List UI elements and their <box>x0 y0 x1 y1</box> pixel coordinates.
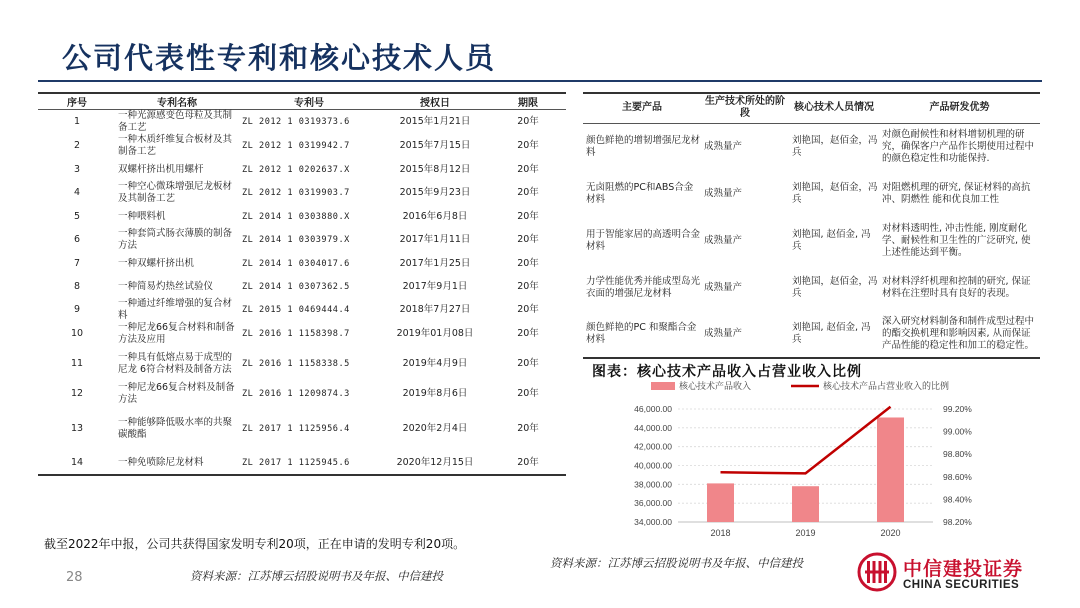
patent-date-cell: 2017年1月11日 <box>399 234 471 245</box>
product-stage-cell: 成熟量产 <box>704 281 743 293</box>
patent-date-cell: 2015年1月21日 <box>399 116 471 127</box>
patent-number-cell: ZL 2015 1 0469444.4 <box>242 305 350 315</box>
patent-term-cell: 20年 <box>517 116 539 127</box>
y-left-tick-label: 42,000.00 <box>634 441 672 452</box>
product-advantage-cell: 对阻燃机理的研究, 保证材料的高抗冲、阴燃性 能和优良加工性 <box>882 181 1031 205</box>
patent-row <box>38 406 566 452</box>
y-right-tick-label: 98.20% <box>943 517 972 527</box>
patent-name-cell: 一种木质纤维复合板材及其制备工艺 <box>118 134 233 157</box>
patent-number-cell: ZL 2014 1 0303979.X <box>242 235 350 245</box>
product-header-cell: 核心技术人员情况 <box>789 93 879 123</box>
logo-name-en: CHINA SECURITIES <box>903 579 1020 591</box>
product-advantage-cell: 深入研究材料制备和制件成型过程中的酯交换机理和影响因素, 从而保证产品性能的稳定性和加工的稳定性。 <box>879 311 1040 358</box>
patent-no-cell: 6 <box>73 234 81 245</box>
patent-no-cell: 14 <box>38 452 116 475</box>
patent-no-cell: 1 <box>73 116 81 127</box>
product-stage-cell: 成熟量产 <box>704 234 743 246</box>
patent-name-cell: 一种套筒式肠衣薄膜的制备方法 <box>118 228 233 251</box>
patent-date-cell: 2016年6月8日 <box>402 210 468 222</box>
patent-term-cell: 20年 <box>517 210 539 222</box>
product-staff-cell: 刘艳国，赵佰金，冯兵 <box>792 134 878 158</box>
product-row <box>583 264 1040 311</box>
patent-name-cell: 一种免喷除尼龙材料 <box>116 452 238 475</box>
patent-table <box>38 92 566 476</box>
patent-no-cell: 7 <box>73 257 81 269</box>
patent-date-cell: 2015年7月15日 <box>399 140 471 151</box>
patent-header-cell: 序号 <box>38 93 116 110</box>
patent-term-cell: 20年 <box>517 187 539 198</box>
patent-term-cell: 20年 <box>517 163 539 175</box>
patent-term-cell: 20年 <box>517 234 539 245</box>
source-note-right: 资料来源：江苏博云招股说明书及年报、中信建投 <box>550 556 803 570</box>
patent-row <box>38 452 566 475</box>
revenue-ratio-chart <box>583 377 1023 537</box>
patent-row <box>38 322 566 346</box>
patent-number-cell: ZL 2014 1 0304017.6 <box>242 258 350 269</box>
product-table-header <box>583 93 1040 123</box>
product-stage-cell: 成熟量产 <box>704 140 743 152</box>
patent-no-cell: 8 <box>73 280 81 292</box>
patent-date-cell: 2017年1月25日 <box>399 257 471 269</box>
patent-number-cell: ZL 2014 1 0307362.5 <box>242 281 350 292</box>
x-tick-label: 2018 <box>710 528 731 537</box>
patent-no-cell: 2 <box>73 140 81 151</box>
x-tick-label: 2020 <box>880 528 901 537</box>
y-right-tick-label: 99.00% <box>943 426 972 437</box>
patent-row <box>38 382 566 406</box>
y-right-tick-label: 98.40% <box>943 494 972 505</box>
patent-row <box>38 205 566 228</box>
patent-name-cell: 一种双螺杆挤出机 <box>118 257 195 269</box>
product-row <box>583 217 1040 264</box>
product-advantage-cell: 对材料透明性, 冲击性能, 刚度耐化学、耐候性和卫生性的广泛研究, 使上述性能达到平衡。 <box>882 222 1031 258</box>
patent-no-cell: 3 <box>73 163 81 175</box>
patent-header-cell: 期限 <box>490 93 566 110</box>
y-right-tick-label: 98.80% <box>943 449 972 460</box>
y-right-tick-label: 98.60% <box>943 471 972 482</box>
patent-no-cell: 11 <box>70 358 84 369</box>
patent-term-cell: 20年 <box>517 280 539 292</box>
legend-line-label: 核心技术产品占营业收入的比例 <box>823 381 950 391</box>
patent-no-cell: 9 <box>73 304 81 315</box>
patent-row <box>38 275 566 298</box>
product-row <box>583 311 1040 358</box>
product-stage-cell: 成熟量产 <box>701 311 789 358</box>
patent-row <box>38 298 566 322</box>
patent-name-cell: 双螺杆挤出机用螺杆 <box>118 163 204 175</box>
patent-header-cell: 授权日 <box>380 93 490 110</box>
patent-number-cell: ZL 2014 1 0303880.X <box>242 211 350 222</box>
product-advantage-cell: 对材料浮纤机理和控制的研究, 保证材料在注塑时具有良好的表现。 <box>882 275 1031 299</box>
patent-name-cell: 一种空心微珠增强尼龙板材及其制备工艺 <box>118 181 233 204</box>
patent-term-cell: 20年 <box>490 452 566 475</box>
patent-date-cell: 2019年8月6日 <box>402 388 468 399</box>
patent-table-body <box>38 110 566 476</box>
patent-name-cell: 一种光源感变色母粒及其制备工艺 <box>118 110 233 133</box>
product-header-cell: 产品研发优势 <box>879 93 1040 123</box>
patent-name-cell: 一种喂料机 <box>118 210 166 222</box>
revenue-bar <box>792 486 819 522</box>
patent-date-cell: 2015年9月23日 <box>399 187 471 198</box>
patent-row <box>38 228 566 252</box>
patent-name-cell: 一种简易灼热丝试验仪 <box>118 280 214 292</box>
patent-no-cell: 10 <box>70 328 84 339</box>
patent-number-cell: ZL 2016 1 1158338.5 <box>242 359 350 369</box>
y-left-tick-label: 36,000.00 <box>634 498 672 509</box>
patent-no-cell: 4 <box>73 187 81 198</box>
patent-date-cell: 2018年7月27日 <box>399 304 471 315</box>
patent-date-cell: 2020年12月15日 <box>380 452 490 475</box>
patent-term-cell: 20年 <box>517 423 539 434</box>
y-left-tick-label: 44,000.00 <box>634 422 672 433</box>
chart-title: 图表：核心技术产品收入占营业收入比例 <box>592 364 862 380</box>
patent-row <box>38 110 566 135</box>
patent-term-cell: 20年 <box>517 304 539 315</box>
patent-term-cell: 20年 <box>517 140 539 151</box>
patent-row <box>38 158 566 181</box>
product-header-cell: 生产技术所处的阶段 <box>701 93 789 123</box>
product-product-cell: 力学性能优秀并能成型岛光衣面的增强尼龙材料 <box>586 275 701 299</box>
china-securities-logo-icon <box>857 552 897 592</box>
x-tick-label: 2019 <box>795 528 816 537</box>
patent-term-cell: 20年 <box>517 328 539 339</box>
product-table-body <box>583 123 1040 358</box>
product-row <box>583 123 1040 170</box>
patent-no-cell: 13 <box>70 423 84 434</box>
patent-row <box>38 252 566 275</box>
patent-number-cell: ZL 2012 1 0319903.7 <box>242 188 350 198</box>
patent-row <box>38 346 566 382</box>
patent-number-cell: ZL 2012 1 0202637.X <box>242 164 350 175</box>
patent-term-cell: 20年 <box>517 257 539 269</box>
product-product-cell: 用于智能家居的高透明合金材料 <box>586 228 701 252</box>
legend-bar-label: 核心技术产品收入 <box>679 381 752 391</box>
logo-name-cn: 中信建投证券 <box>903 558 1024 580</box>
revenue-bar <box>877 417 904 522</box>
patent-number-cell: ZL 2016 1 1158398.7 <box>242 329 350 339</box>
y-right-tick-label: 99.20% <box>943 404 972 414</box>
patent-name-cell: 一种能够降低吸水率的共聚碳酸酯 <box>118 417 233 440</box>
patent-date-cell: 2015年8月12日 <box>399 163 471 175</box>
patent-name-cell: 一种尼龙66复合材料及制备方法 <box>118 382 235 405</box>
patent-term-cell: 20年 <box>517 388 539 399</box>
product-staff-cell: 刘艳国, 赵佰金, 冯兵 <box>789 311 879 358</box>
product-advantage-cell: 对颜色耐候性和材料增韧机理的研究，确保客户产品作长期使用过程中的颜色稳定性和功能保持. <box>882 128 1035 164</box>
patent-row <box>38 181 566 205</box>
patent-no-cell: 5 <box>73 210 81 222</box>
revenue-bar <box>707 483 734 522</box>
patent-row <box>38 134 566 158</box>
product-staff-cell: 刘艳国, 赵佰金, 冯兵 <box>792 228 871 252</box>
product-table <box>583 92 1040 359</box>
product-stage-cell: 成熟量产 <box>704 187 743 199</box>
patent-term-cell: 20年 <box>517 358 539 369</box>
patent-no-cell: 12 <box>70 388 84 399</box>
product-product-cell: 颜色鲜艳的增韧增强尼龙材料 <box>586 134 701 158</box>
summary-note: 截至2022年中报，公司共获得国家发明专利20项，正在申请的发明专利20项。 <box>44 537 466 551</box>
y-left-tick-label: 34,000.00 <box>634 517 672 527</box>
patent-number-cell: ZL 2012 1 0319373.6 <box>242 117 350 127</box>
patent-header-cell: 专利号 <box>238 93 380 110</box>
product-product-cell: 颜色鲜艳的PC 和聚酯合金材料 <box>583 311 701 358</box>
patent-number-cell: ZL 2012 1 0319942.7 <box>242 141 350 151</box>
page-title: 公司代表性专利和核心技术人员 <box>62 41 497 75</box>
y-left-tick-label: 38,000.00 <box>634 479 672 490</box>
patent-name-cell: 一种具有低熔点易于成型的尼龙 6符合材料及制备方法 <box>118 352 233 375</box>
patent-number-cell: ZL 2017 1 1125945.6 <box>238 452 380 475</box>
patent-date-cell: 2019年4月9日 <box>402 358 468 369</box>
patent-header-cell: 专利名称 <box>116 93 238 110</box>
page-number: 28 <box>66 570 83 585</box>
product-header-cell: 主要产品 <box>583 93 701 123</box>
patent-name-cell: 一种通过纤维增强的复合材料 <box>118 298 233 321</box>
product-row <box>583 170 1040 217</box>
china-securities-logo <box>857 552 1043 596</box>
y-left-tick-label: 46,000.00 <box>634 404 672 414</box>
product-staff-cell: 刘艳国，赵佰金，冯兵 <box>792 181 878 205</box>
ratio-line <box>721 407 891 474</box>
patent-date-cell: 2017年9月1日 <box>402 280 468 292</box>
title-rule <box>38 80 1042 82</box>
patent-date-cell: 2019年01月08日 <box>396 328 474 339</box>
y-left-tick-label: 40,000.00 <box>634 460 672 471</box>
patent-number-cell: ZL 2017 1 1125956.4 <box>242 424 350 434</box>
patent-table-header <box>38 93 566 110</box>
patent-date-cell: 2020年2月4日 <box>402 423 468 434</box>
legend-bar-swatch <box>651 382 675 390</box>
patent-number-cell: ZL 2016 1 1209874.3 <box>242 389 350 399</box>
product-product-cell: 无卤阻燃的PC和ABS合金材料 <box>586 181 694 205</box>
patent-name-cell: 一种尼龙66复合材料和制备方法及应用 <box>118 322 235 345</box>
source-note-left: 资料来源：江苏博云招股说明书及年报、中信建投 <box>190 569 443 583</box>
product-staff-cell: 刘艳国，赵佰金，冯兵 <box>792 275 878 299</box>
